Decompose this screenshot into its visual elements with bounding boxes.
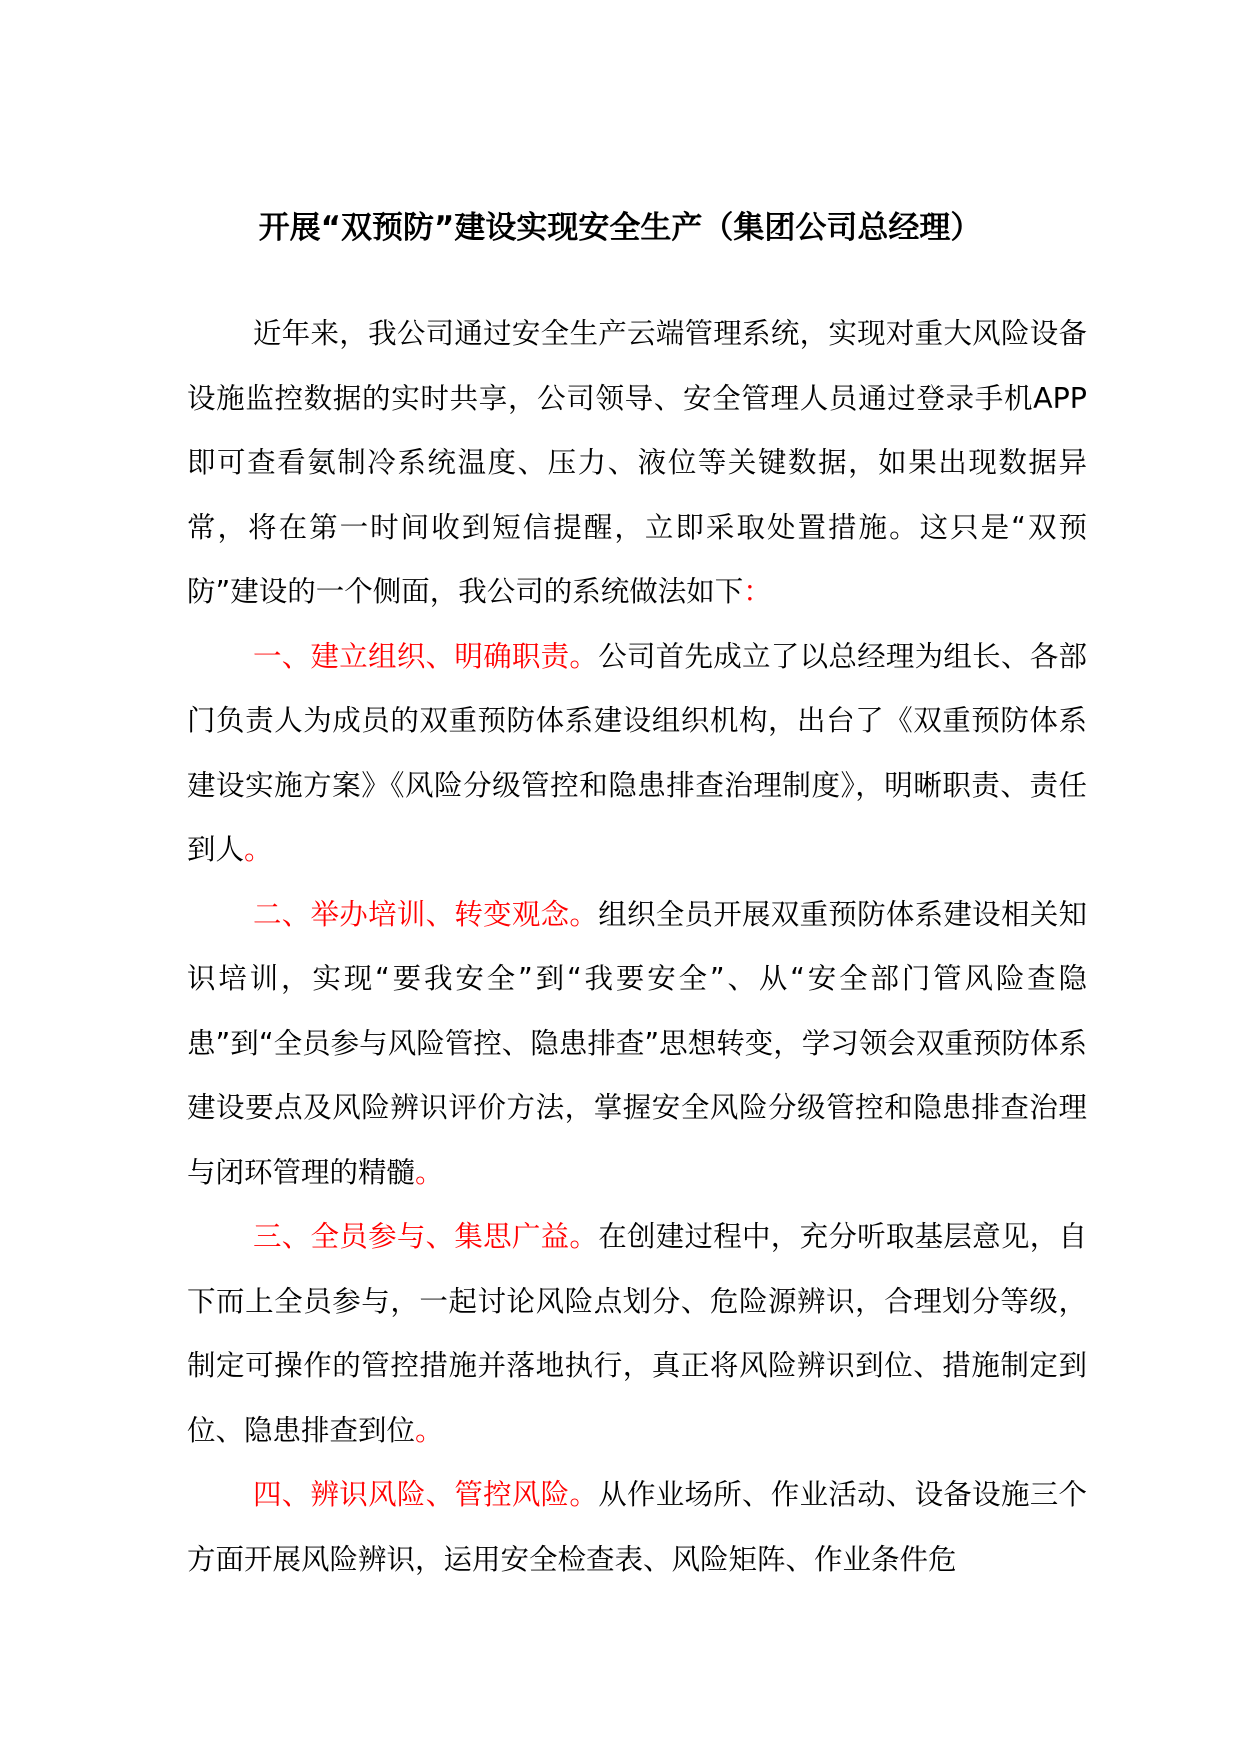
section-text-1: 公司首先成立了以总经理为组长、各部门负责人为成员的双重预防体系建设组织机构，出台了《双重预防体系建设实施方案》《风险分级管控和隐患排查治理制度》，明晰职责、责任到人: [187, 639, 1087, 866]
document-body: [187, 302, 1087, 1592]
section-paragraph-1: [187, 625, 1087, 883]
section-paragraph-3: [187, 1205, 1087, 1463]
section-heading-2: 二、举办培训、转变观念。: [253, 897, 599, 931]
intro-paragraph: [187, 302, 1087, 625]
section-end-mark-3: 。: [415, 1413, 444, 1447]
section-heading-1: 一、建立组织、明确职责。: [253, 639, 599, 673]
section-heading-3: 三、全员参与、集思广益。: [253, 1220, 599, 1253]
section-text-3: 在创建过程中，充分听取基层意见，自下而上全员参与，一起讨论风险点划分、危险源辨识，合理划分等级，制定可操作的管控措施并落地执行，真正将风险辨识到位、措施制定到位、隐患排查到位: [187, 1220, 1087, 1447]
intro-text: 近年来，我公司通过安全生产云端管理系统，实现对重大风险设备设施监控数据的实时共享，公司领导、安全管理人员通过登录手机APP即可查看氨制冷系统温度、压力、液位等关键数据，如果出现数据异常，将在第一时间收到短信提醒，立即采取处置措施。这只是“双预防”建设的一个侧面，我公司的系统做法如下: [187, 317, 1087, 608]
intro-end-mark: ：: [743, 575, 772, 608]
document-title: 开展“双预防”建设实现安全生产（集团公司总经理）: [258, 210, 982, 246]
section-text-4: 从作业场所、作业活动、设备设施三个方面开展风险辨识，运用安全检查表、风险矩阵、作业条件危: [187, 1478, 1087, 1576]
section-heading-4: 四、辨识风险、管控风险。: [253, 1478, 599, 1511]
section-end-mark-2: 。: [415, 1155, 444, 1189]
section-end-mark-1: 。: [244, 833, 273, 866]
section-paragraph-2: [187, 883, 1087, 1206]
section-text-2: 组织全员开展双重预防体系建设相关知识培训，实现“要我安全”到“我要安全”、从“安全部门管风险查隐患”到“全员参与风险管控、隐患排查”思想转变，学习领会双重预防体系建设要点及风险辨识评价方法，掌握安全风险分级管控和隐患排查治理与闭环管理的精髓: [187, 897, 1087, 1189]
section-paragraph-4: [187, 1463, 1087, 1592]
